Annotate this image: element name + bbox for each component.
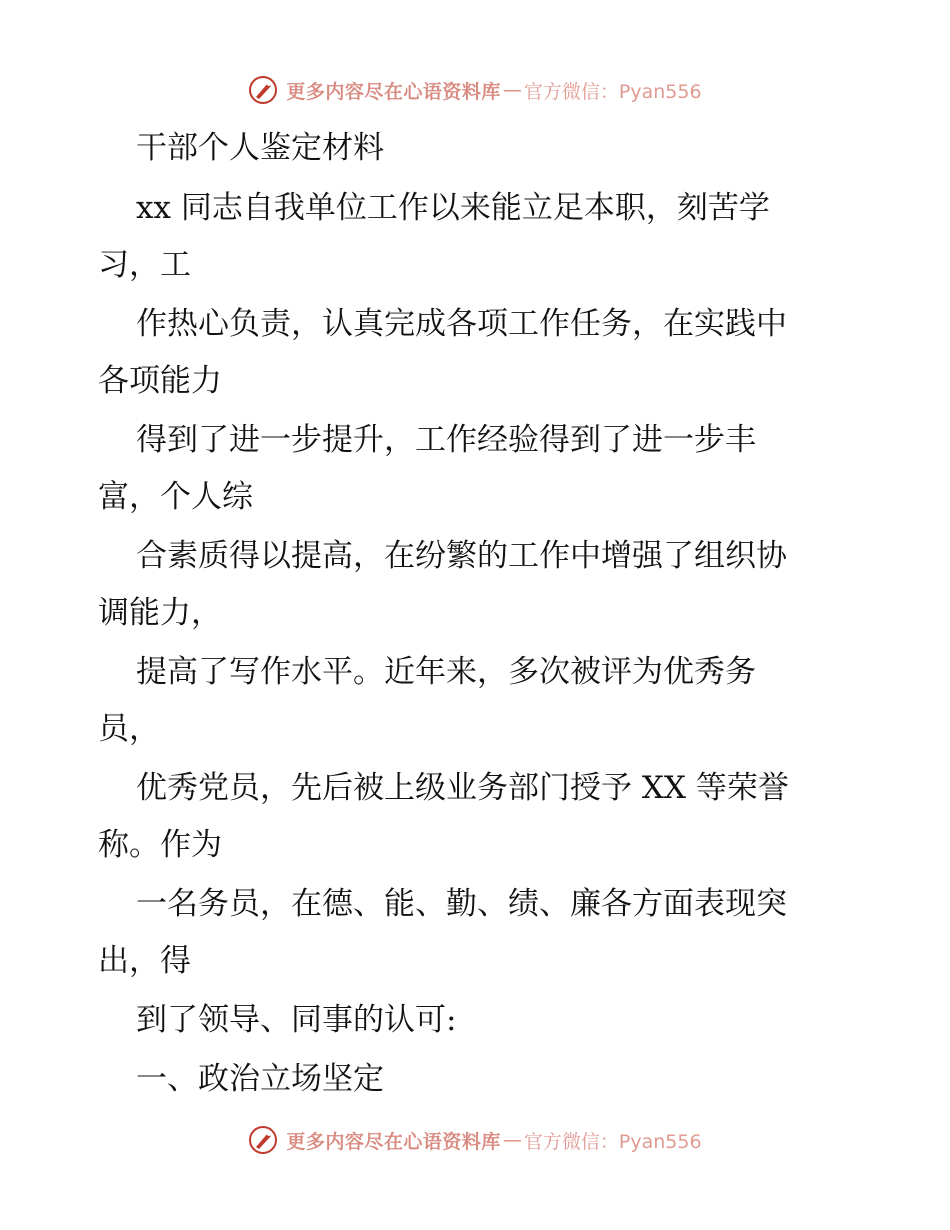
paragraph-line: 出，得 bbox=[98, 943, 191, 979]
banner-dash: — bbox=[502, 1129, 522, 1151]
paragraph-line: 作热心负责，认真完成各项工作任务，在实践中 bbox=[136, 306, 787, 342]
header-banner bbox=[0, 70, 950, 110]
paragraph-line: 到了领导、同事的认可: bbox=[136, 1002, 457, 1038]
banner-dash: — bbox=[502, 79, 522, 101]
pen-logo-icon bbox=[248, 75, 278, 105]
pen-logo-icon bbox=[248, 1125, 278, 1155]
paragraph-line: 习，工 bbox=[98, 247, 191, 283]
banner-text bbox=[286, 77, 701, 104]
paragraph-line: 优秀党员，先后被上级业务部门授予 XX 等荣誉 bbox=[136, 770, 789, 806]
banner-wechat-text: 官方微信：Pyan556 bbox=[523, 1130, 702, 1153]
paragraph-line: xx 同志自我单位工作以来能立足本职，刻苦学 bbox=[136, 190, 770, 226]
paragraph-line: 员， bbox=[98, 711, 160, 747]
banner-main-text: 更多内容尽在心语资料库 bbox=[286, 80, 501, 103]
paragraph-line: 得到了进一步提升，工作经验得到了进一步丰 bbox=[136, 422, 756, 458]
banner-text bbox=[286, 1127, 701, 1154]
paragraph-line: 提高了写作水平。近年来，多次被评为优秀务 bbox=[136, 654, 756, 690]
paragraph-line: 称。作为 bbox=[98, 827, 222, 863]
paragraph-line: 一名务员，在德、能、勤、绩、廉各方面表现突 bbox=[136, 886, 787, 922]
document-title: 干部个人鉴定材料 bbox=[136, 130, 384, 166]
banner-main-text: 更多内容尽在心语资料库 bbox=[286, 1130, 501, 1153]
section-heading: 一、政治立场坚定 bbox=[136, 1061, 384, 1097]
footer-banner bbox=[0, 1120, 950, 1160]
paragraph-line: 各项能力 bbox=[98, 363, 222, 399]
banner-wechat-text: 官方微信：Pyan556 bbox=[523, 80, 702, 103]
paragraph-line: 富，个人综 bbox=[98, 479, 253, 515]
paragraph-line: 调能力， bbox=[98, 595, 222, 631]
paragraph-line: 合素质得以提高，在纷繁的工作中增强了组织协 bbox=[136, 538, 787, 574]
